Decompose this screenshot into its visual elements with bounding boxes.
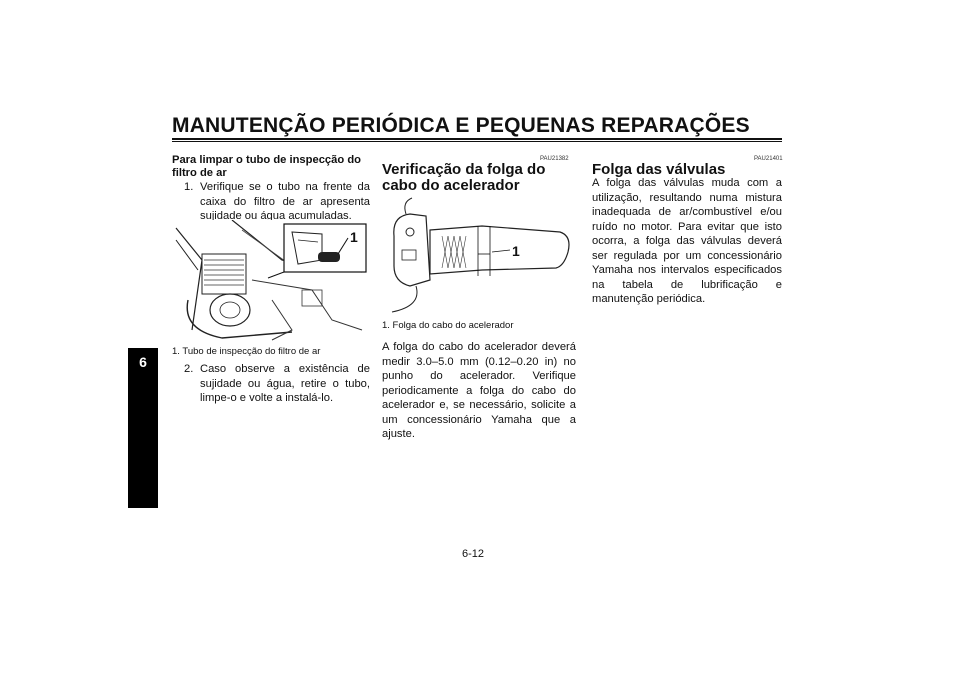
throttle-cable-figure bbox=[382, 196, 578, 314]
air-filter-figure bbox=[172, 220, 368, 342]
throttle-paragraph: A folga do cabo do acelerador deverá medir 3.0–5.0 mm (0.12–0.20 in) no punho do acelerador. Verifique periodicamente a folga do cabo do acelerador e, se necessário, solicite a um concessionário Yamaha que a ajuste. bbox=[382, 341, 576, 440]
section-heading-throttle: Verificação da folga do cabo do acelerador bbox=[382, 161, 546, 194]
section-heading-valves: Folga das válvulas bbox=[592, 161, 726, 178]
page-title: MANUTENÇÃO PERIÓDICA E PEQUENAS REPARAÇÕES bbox=[172, 114, 750, 137]
page-number: 6-12 bbox=[462, 548, 485, 560]
step-2 bbox=[172, 362, 368, 407]
valves-paragraph: A folga das válvulas muda com a utilização, resultando numa mistura inadequada de ar/combustível e/ou ruído no motor. Para evitar que isto ocorra, a folga das válvulas deverá ser regulada por um concessionário Yamaha nos intervalos especificados na tabela de lubrificação e manutenção periódica. bbox=[592, 177, 782, 305]
section-code: PAU21382 bbox=[540, 156, 569, 162]
header-rule-thin bbox=[172, 141, 782, 142]
figure-callout: 1 bbox=[512, 243, 520, 259]
chapter-tab-number: 6 bbox=[139, 354, 147, 370]
step-text: Caso observe a existência de sujidade ou água, retire o tubo, limpe-o e volte a instalá-lo. bbox=[200, 363, 370, 404]
section-heading-air-filter: Para limpar o tubo de inspecção do filtro de ar bbox=[172, 154, 361, 179]
section-code: PAU21401 bbox=[754, 156, 783, 162]
figure-callout: 1 bbox=[350, 229, 358, 245]
step-text: Verifique se o tubo na frente da caixa do filtro de ar apresenta sujidade ou água acumuladas. bbox=[200, 181, 370, 222]
figure-caption-throttle: 1. Folga do cabo do acelerador bbox=[382, 320, 514, 331]
step-number: 1. bbox=[184, 181, 194, 193]
figure-caption-air-filter: 1. Tubo de inspecção do filtro de ar bbox=[172, 346, 321, 357]
chapter-tab bbox=[128, 348, 158, 508]
step-number: 2. bbox=[184, 363, 194, 375]
header-rule bbox=[172, 138, 782, 140]
step-1 bbox=[172, 180, 368, 220]
